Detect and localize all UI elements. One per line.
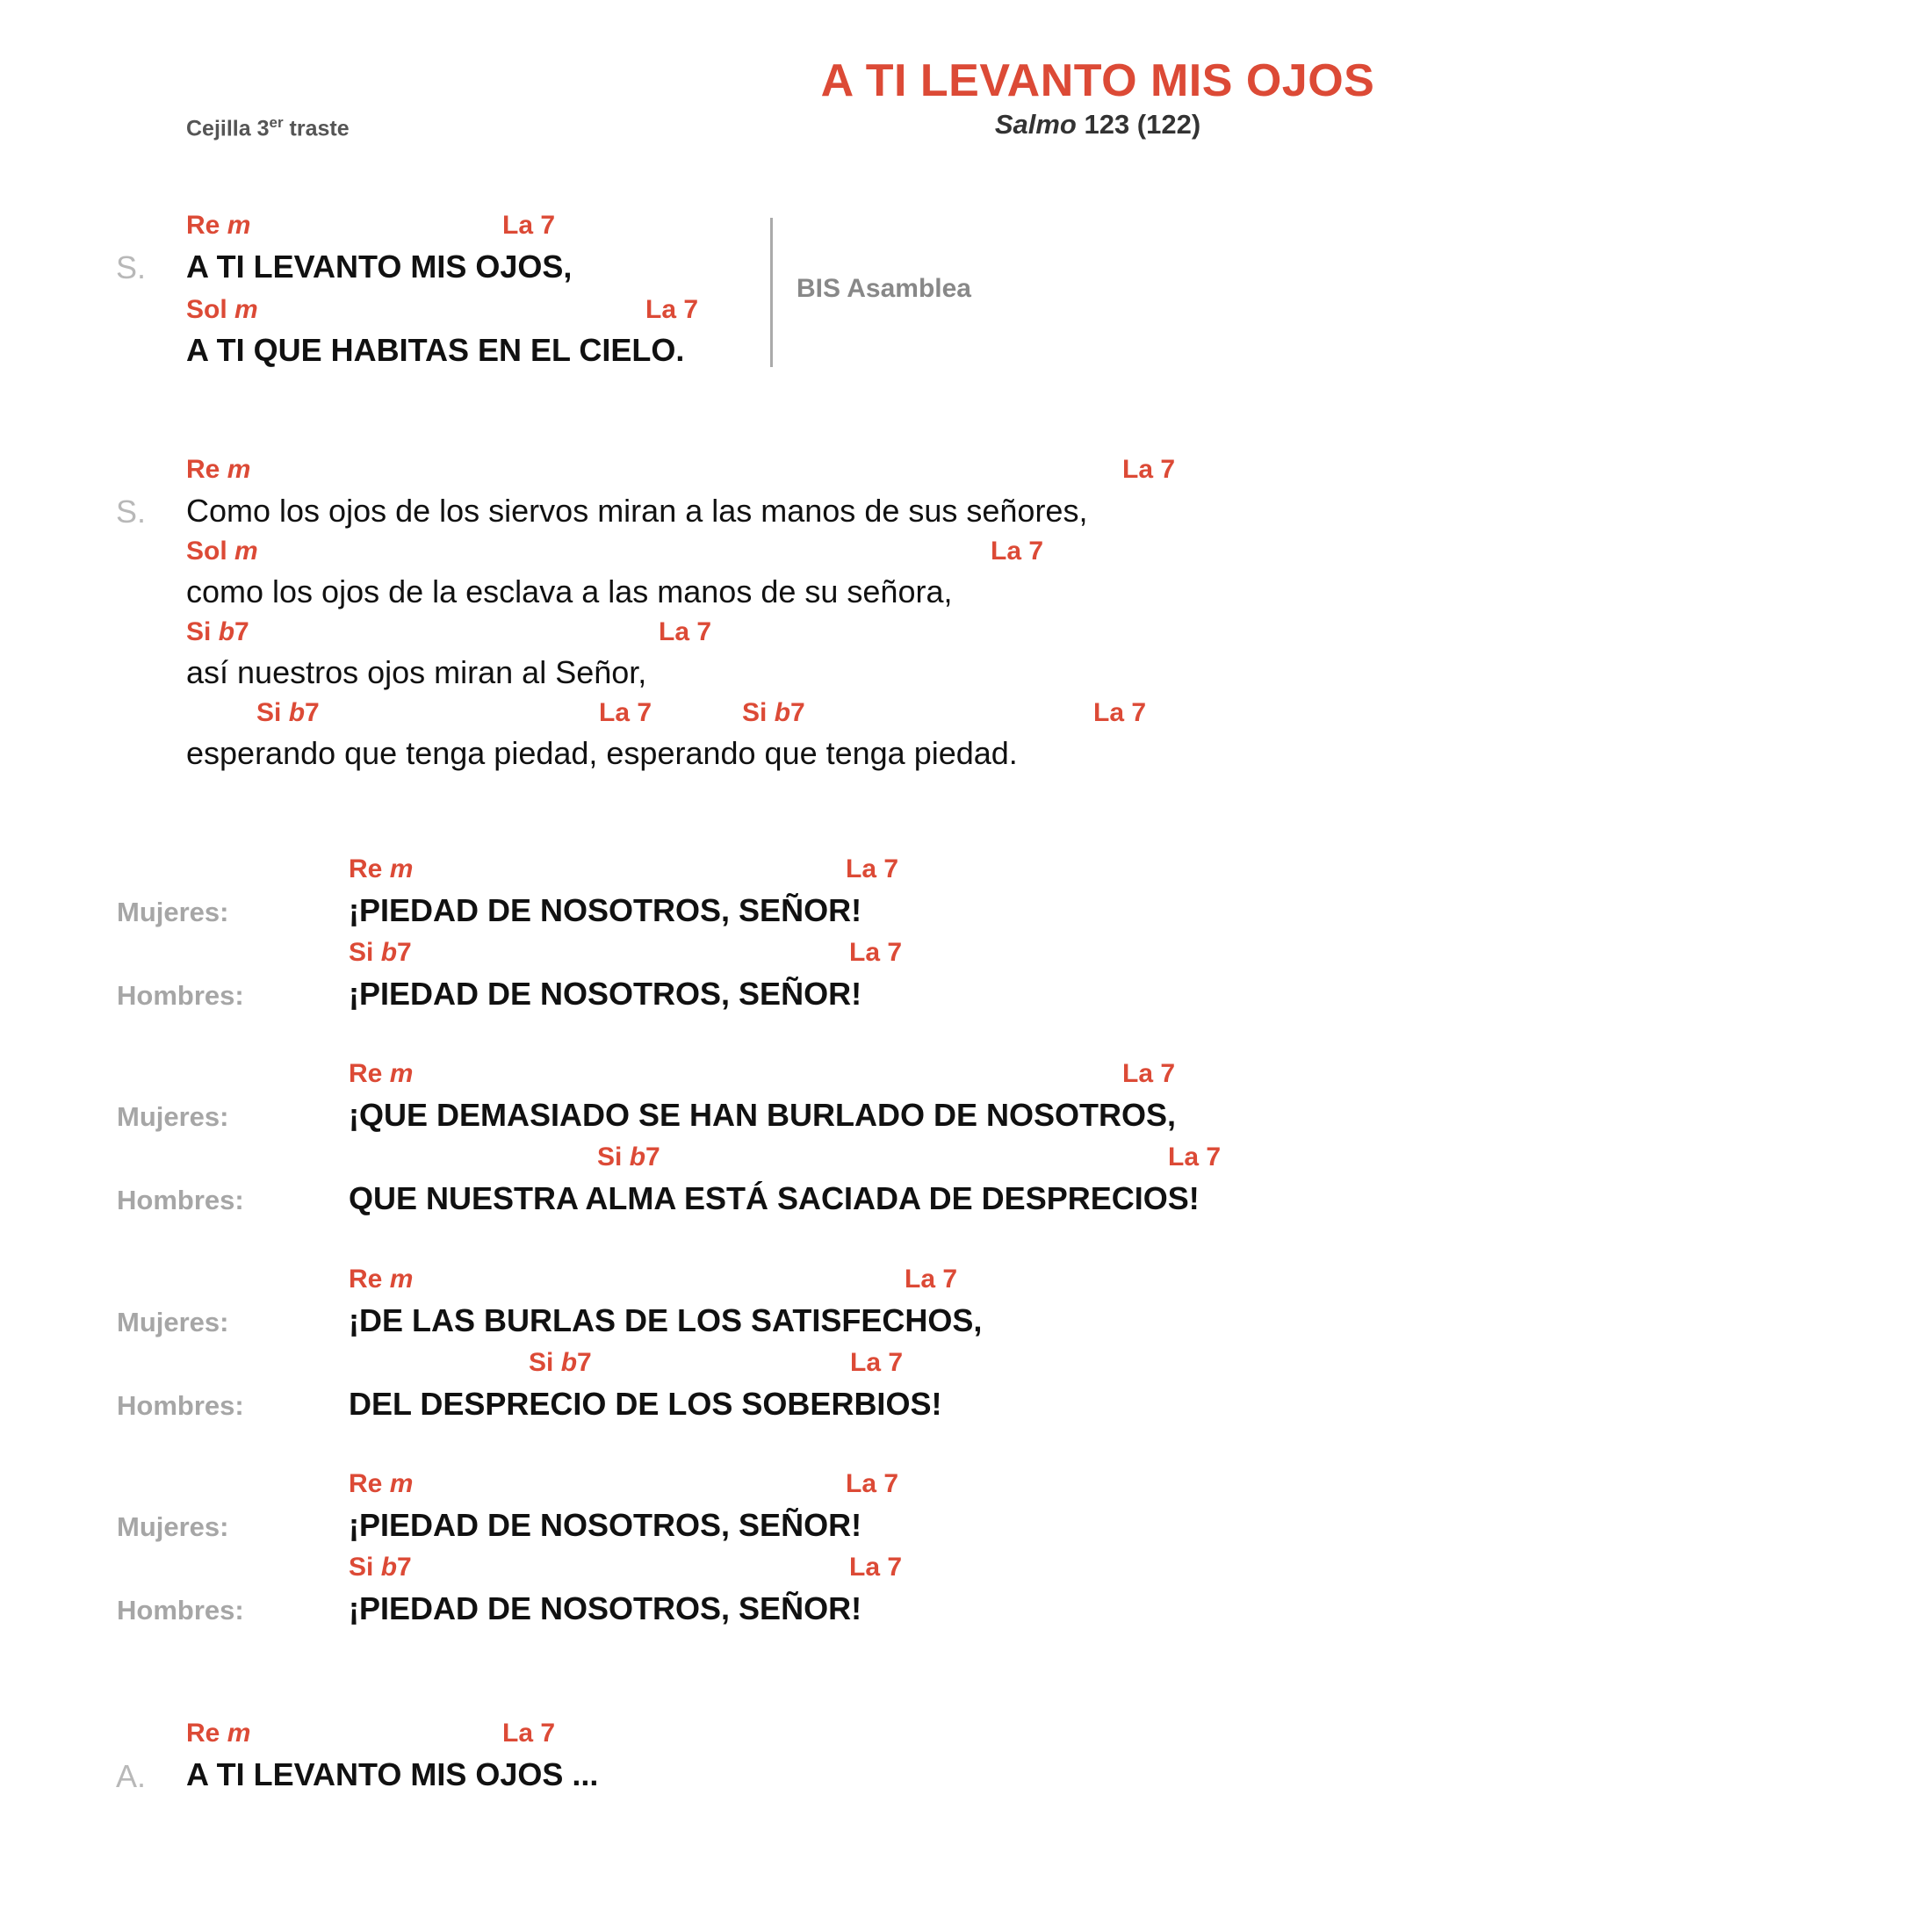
chord-re-m: Re m <box>186 211 251 240</box>
capo-text: Cejilla 3 <box>186 116 270 141</box>
chord-si-b7: Si b7 <box>597 1143 660 1171</box>
role-hombres: Hombres: <box>117 980 244 1011</box>
dialogue-line: DEL DESPRECIO DE LOS SOBERBIOS! <box>349 1386 942 1422</box>
chord-re-m: Re m <box>349 854 414 883</box>
chord-la7: La 7 <box>905 1265 958 1294</box>
psalm-number: 123 (122) <box>1084 109 1201 140</box>
solo-marker: S. <box>116 249 147 285</box>
dialogue-line: ¡PIEDAD DE NOSOTROS, SEÑOR! <box>349 1507 862 1543</box>
chord-si-b7: Si b7 <box>256 698 320 727</box>
ending-line: A TI LEVANTO MIS OJOS ... <box>186 1756 599 1792</box>
chord-re-m: Re m <box>186 1719 251 1748</box>
chord-la7: La 7 <box>659 617 712 646</box>
role-mujeres: Mujeres: <box>117 1307 229 1337</box>
capo-sup: er <box>269 114 284 131</box>
chord-re-m: Re m <box>349 1469 414 1498</box>
dialogue-line: ¡QUE DEMASIADO SE HAN BURLADO DE NOSOTROS, <box>349 1097 1177 1133</box>
chord-la7: La 7 <box>502 1719 556 1748</box>
chord-la7: La 7 <box>850 1348 904 1377</box>
chord-sol-m: Sol m <box>186 295 258 324</box>
solo-marker: S. <box>116 494 147 530</box>
verse-line-3: así nuestros ojos miran al Señor, <box>186 654 647 690</box>
capo-fret: traste <box>289 116 350 141</box>
chord-la7: La 7 <box>599 698 652 727</box>
chord-la7: La 7 <box>1122 455 1176 484</box>
role-mujeres: Mujeres: <box>117 1101 229 1132</box>
chord-la7: La 7 <box>645 295 699 324</box>
bis-label: BIS Asamblea <box>797 274 971 303</box>
verse-line-4: esperando que tenga piedad, esperando que tenga piedad. <box>186 735 1018 771</box>
chord-la7: La 7 <box>1093 698 1147 727</box>
role-hombres: Hombres: <box>117 1390 244 1421</box>
verse-line-2: como los ojos de la esclava a las manos de su señora, <box>186 573 953 609</box>
chord-re-m: Re m <box>186 455 251 484</box>
chord-la7: La 7 <box>849 1553 903 1582</box>
dialogue-line: ¡DE LAS BURLAS DE LOS SATISFECHOS, <box>349 1302 983 1338</box>
chord-si-b7: Si b7 <box>529 1348 592 1377</box>
dialogue-line: ¡PIEDAD DE NOSOTROS, SEÑOR! <box>349 892 862 928</box>
chord-re-m: Re m <box>349 1059 414 1088</box>
song-title: A TI LEVANTO MIS OJOS <box>820 55 1375 106</box>
refrain-line-1: A TI LEVANTO MIS OJOS, <box>186 249 573 285</box>
role-hombres: Hombres: <box>117 1595 244 1626</box>
chord-la7: La 7 <box>991 537 1044 566</box>
assembly-marker: A. <box>116 1758 147 1794</box>
chord-la7: La 7 <box>1168 1143 1222 1171</box>
dialogue-line: ¡PIEDAD DE NOSOTROS, SEÑOR! <box>349 976 862 1012</box>
chord-re-m: Re m <box>349 1265 414 1294</box>
dialogue-line: ¡PIEDAD DE NOSOTROS, SEÑOR! <box>349 1590 862 1626</box>
capo-note <box>186 114 350 141</box>
refrain-line-2: A TI QUE HABITAS EN EL CIELO. <box>186 332 685 368</box>
role-hombres: Hombres: <box>117 1185 244 1215</box>
chord-la7: La 7 <box>502 211 556 240</box>
role-mujeres: Mujeres: <box>117 897 229 927</box>
chord-sol-m: Sol m <box>186 537 258 566</box>
verse-line-1: Como los ojos de los siervos miran a las manos de sus señores, <box>186 493 1088 529</box>
chord-si-b7: Si b7 <box>349 1553 412 1582</box>
dialogue-line: QUE NUESTRA ALMA ESTÁ SACIADA DE DESPRECIOS! <box>349 1180 1200 1216</box>
bis-bracket <box>770 218 773 367</box>
chord-la7: La 7 <box>1122 1059 1176 1088</box>
chord-la7: La 7 <box>846 854 899 883</box>
chord-la7: La 7 <box>849 938 903 967</box>
role-mujeres: Mujeres: <box>117 1511 229 1542</box>
chord-si-b7: Si b7 <box>186 617 249 646</box>
psalm-word: Salmo <box>994 109 1077 140</box>
chord-la7: La 7 <box>846 1469 899 1498</box>
chord-si-b7: Si b7 <box>349 938 412 967</box>
chord-si-b7: Si b7 <box>742 698 805 727</box>
